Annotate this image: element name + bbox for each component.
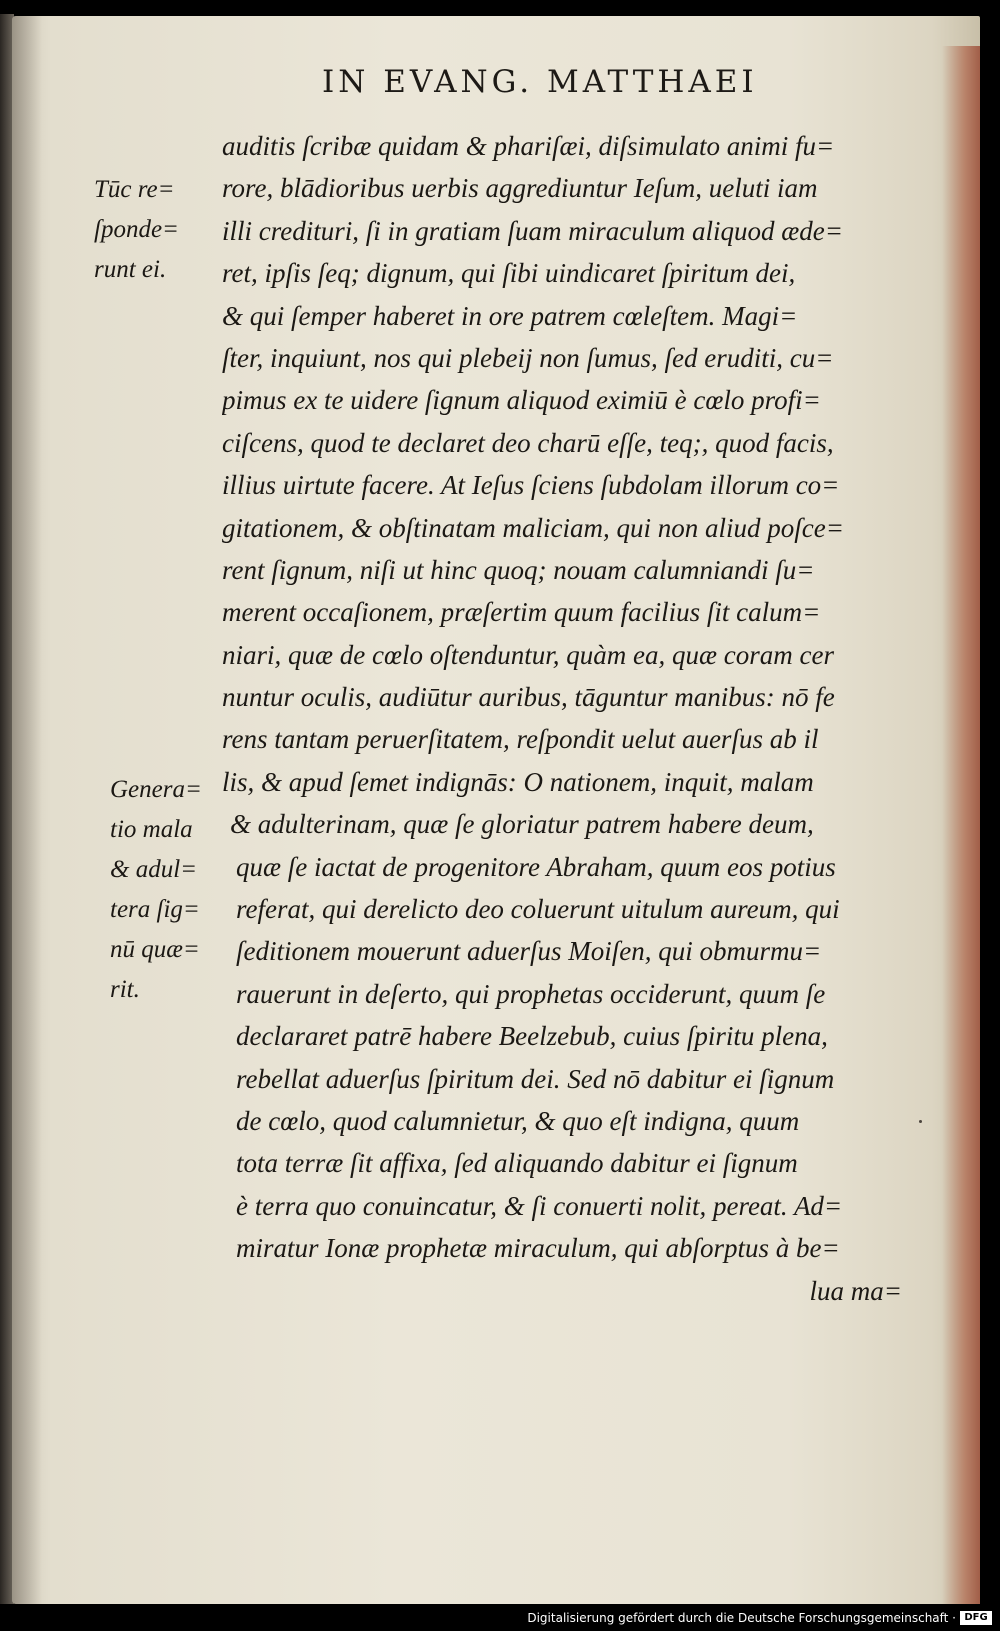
text-line: rebellat aduerſus ſpiritum dei. Sed nō dabitur ei ſignum [236,1063,835,1094]
marginal-note-line: tera ſig= [110,896,200,923]
text-line: auditis ſcribæ quidam & phariſæi, diſsimulato animi fu= [222,131,835,161]
marginal-note-line: runt ei. [94,256,167,283]
gutter-shadow [12,16,42,1604]
catchword: lua ma= [809,1275,902,1306]
text-line: illi credituri, ſi in gratiam ſuam miraculum aliquod æde= [222,215,843,246]
marginal-note-line: Genera= [110,776,202,803]
dfg-logo: DFG [960,1611,992,1625]
text-line: de cœlo, quod calumnietur, & quo eſt indigna, quum [236,1105,800,1136]
marginal-note-line: rit. [110,976,140,1003]
text-line: miratur Ionæ prophetæ miraculum, qui abſorptus à be= [236,1233,840,1264]
marginal-note-line: ſponde= [94,216,179,243]
text-line: merent occaſionem, præſertim quum facilius ſit calum= [222,597,821,628]
text-line: illius uirtute facere. At Ieſus ſciens ſubdolam illorum co= [222,470,840,501]
text-line: rauerunt in deſerto, qui prophetas occiderunt, quum ſe [236,978,826,1009]
text-line: declararet patrē habere Beelzebub, cuius ſpiritu plena, [236,1021,828,1052]
text-line: rore, blādioribus uerbis aggrediuntur Ieſum, ueluti iam [222,173,818,204]
text-line: & adulterinam, quæ ſe gloriatur patrem habere deum, [230,809,814,840]
text-line: nuntur oculis, audiūtur auribus, tāguntur manibus: nō fe [222,682,835,713]
marginal-note-generatio-mala [110,770,202,1010]
text-line: niari, quæ de cœlo oſtenduntur, quàm ea, quæ coram cer [222,639,834,670]
text-line: gitationem, & obſtinatam maliciam, qui non aliud poſce= [222,512,844,543]
text-line: tota terræ ſit affixa, ſed aliquando dabitur ei ſignum [236,1148,798,1179]
text-line: referat, qui derelicto deo coluerunt uitulum aureum, qui [236,894,840,925]
text-line: ſeditionem mouerunt aduerſus Moiſen, qui obmurmu= [236,936,822,967]
running-head: IN EVANG. MATTHAEI [322,64,758,100]
text-line: pimus ex te uidere ſignum aliquod eximiū è cœlo profi= [222,385,821,416]
marginal-note-line: tio mala [110,816,193,843]
text-line: ciſcens, quod te declaret deo charū eſſe, teq;, quod facis, [222,427,834,458]
page-fore-edge [942,46,980,1606]
text-line: è terra quo conuincatur, & ſi conuerti nolit, pereat. Ad= [236,1190,843,1221]
marginal-note-line: nū quæ= [110,936,200,963]
marginal-note-line: & adul= [110,856,198,883]
text-line: rent ſignum, niſi ut hinc quoq; nouam calumniandi ſu= [222,554,815,585]
text-line: ſter, inquiunt, nos qui plebeij non ſumus, ſed eruditi, cu= [222,342,834,373]
text-line: ret, ipſis ſeq; dignum, qui ſibi uindicaret ſpiritum dei, [222,258,796,289]
marginal-note-tunc-responderunt [94,170,179,290]
funding-credit: Digitalisierung gefördert durch die Deutsche Forschungsgemeinschaft · [527,1611,956,1625]
paper-speck [919,1120,922,1123]
text-line: rens tantam peruerſitatem, reſpondit uelut auerſus ab il [222,724,819,755]
text-line: lis, & apud ſemet indignās: O nationem, inquit, malam [222,766,814,797]
text-line: quæ ſe iactat de progenitore Abraham, quum eos potius [236,851,836,882]
main-text-block [222,125,922,1312]
marginal-note-line: Tūc re= [94,176,175,203]
text-line: & qui ſemper haberet in ore patrem cœleſtem. Magi= [222,300,798,331]
digitization-footer [0,1604,1000,1631]
